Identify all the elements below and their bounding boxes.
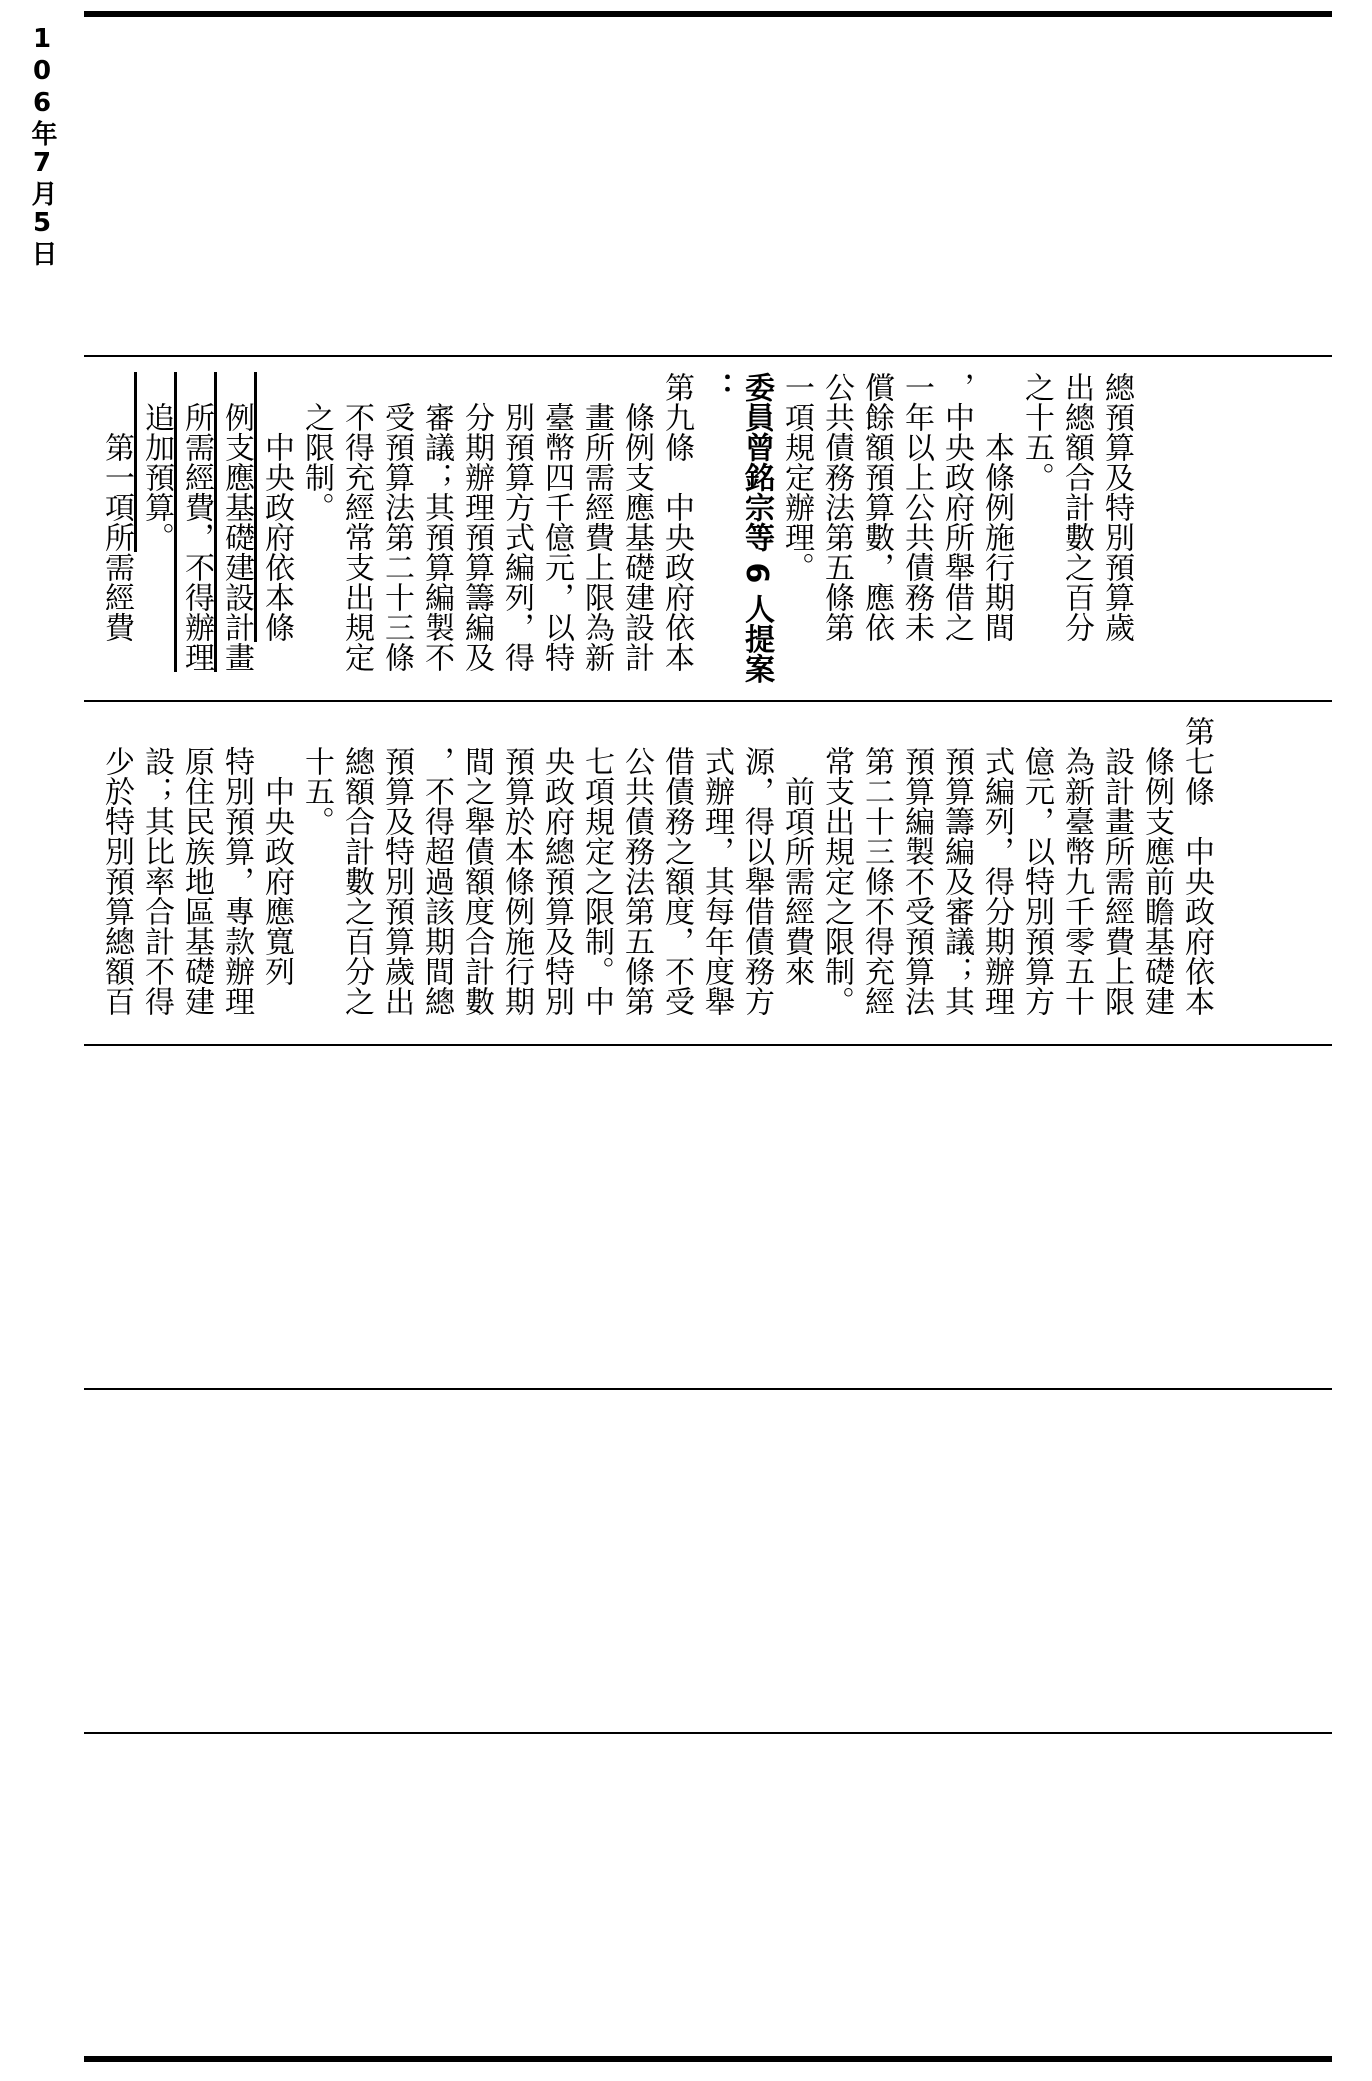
text-line: 中央政府依本條 [259,372,294,642]
text-line: 之十五。 [1019,372,1054,492]
text-line: 總額合計數之百分之 [339,716,374,1016]
page-date-header: 106年7月5日 [27,24,57,268]
band-divider-3 [84,1044,1332,1046]
text-line: 償餘額預算數，應依 [859,372,894,642]
text-line: 一年以上公共債務未 [899,372,934,642]
text-line: 委員曾銘宗等 6 人提案 [739,372,774,684]
band-divider-2 [84,700,1332,702]
text-line: 億元，以特別預算方 [1019,716,1054,1016]
bottom-rule [84,2056,1332,2062]
text-line: 少於特別預算總額百 [99,716,134,1016]
text-line: 第二十三條不得充經 [859,716,894,1016]
text-line: 十五。 [299,716,334,836]
text-line: 所需經費，不得辦理 [179,372,214,672]
text-line: 預算於本條例施行期 [499,716,534,1016]
text-line: 例支應基礎建設計畫 [219,372,254,672]
text-line: 第九條 中央政府依本 [659,372,694,672]
text-line: 常支出規定之限制。 [819,716,854,1016]
text-line: 前項所需經費來 [779,716,814,986]
text-line: 審議；其預算編製不 [419,372,454,672]
text-line: 間之舉債額度合計數 [459,716,494,1016]
text-line: 畫所需經費上限為新 [579,372,614,672]
text-line: 總預算及特別預算歲 [1099,372,1134,642]
text-line: 預算及特別預算歲出 [379,716,414,1016]
text-line: 中央政府應寬列 [259,716,294,986]
text-line: 追加預算。 [139,372,174,552]
top-rule [84,11,1332,17]
text-line: ： [699,372,734,402]
text-column-band-1 [96,372,1136,692]
text-line: 公共債務法第五條第 [819,372,854,642]
text-line: 分期辦理預算籌編及 [459,372,494,672]
text-line: 第七條 中央政府依本 [1179,716,1214,1016]
text-line: 源，得以舉借債務方 [739,716,774,1016]
text-line: 公共債務法第五條第 [619,716,654,1016]
text-column-band-2 [96,716,1216,1036]
text-line: 設計畫所需經費上限 [1099,716,1134,1016]
band-divider-1 [84,355,1332,357]
text-line: 受預算法第二十三條 [379,372,414,672]
text-line: 央政府總預算及特別 [539,716,574,1016]
text-line: 七項規定之限制。中 [579,716,614,1016]
band-divider-4 [84,1388,1332,1390]
text-line: 原住民族地區基礎建 [179,716,214,1016]
band-divider-5 [84,1732,1332,1734]
text-line: 特別預算，專款辦理 [219,716,254,1016]
text-line: 條例支應前瞻基礎建 [1139,716,1174,1016]
text-line: 設；其比率合計不得 [139,716,174,1016]
text-line: 式編列，得分期辦理 [979,716,1014,1016]
text-line: 一項規定辦理。 [779,372,814,582]
text-line: 借債務之額度，不受 [659,716,694,1016]
text-line: 本條例施行期間 [979,372,1014,642]
text-line: 不得充經常支出規定 [339,372,374,672]
text-line: 別預算方式編列，得 [499,372,534,672]
text-line: 臺幣四千億元，以特 [539,372,574,672]
text-line: ，中央政府所舉借之 [939,372,974,642]
text-line: 預算編製不受預算法 [899,716,934,1016]
text-line: 為新臺幣九千零五十 [1059,716,1094,1016]
text-line: 之限制。 [299,372,334,522]
text-line: 出總額合計數之百分 [1059,372,1094,642]
text-line: 預算籌編及審議；其 [939,716,974,1016]
text-line: ，不得超過該期間總 [419,716,454,1016]
text-line: 式辦理，其每年度舉 [699,716,734,1016]
text-line: 第一項所需經費 [99,372,134,642]
text-line: 條例支應基礎建設計 [619,372,654,672]
